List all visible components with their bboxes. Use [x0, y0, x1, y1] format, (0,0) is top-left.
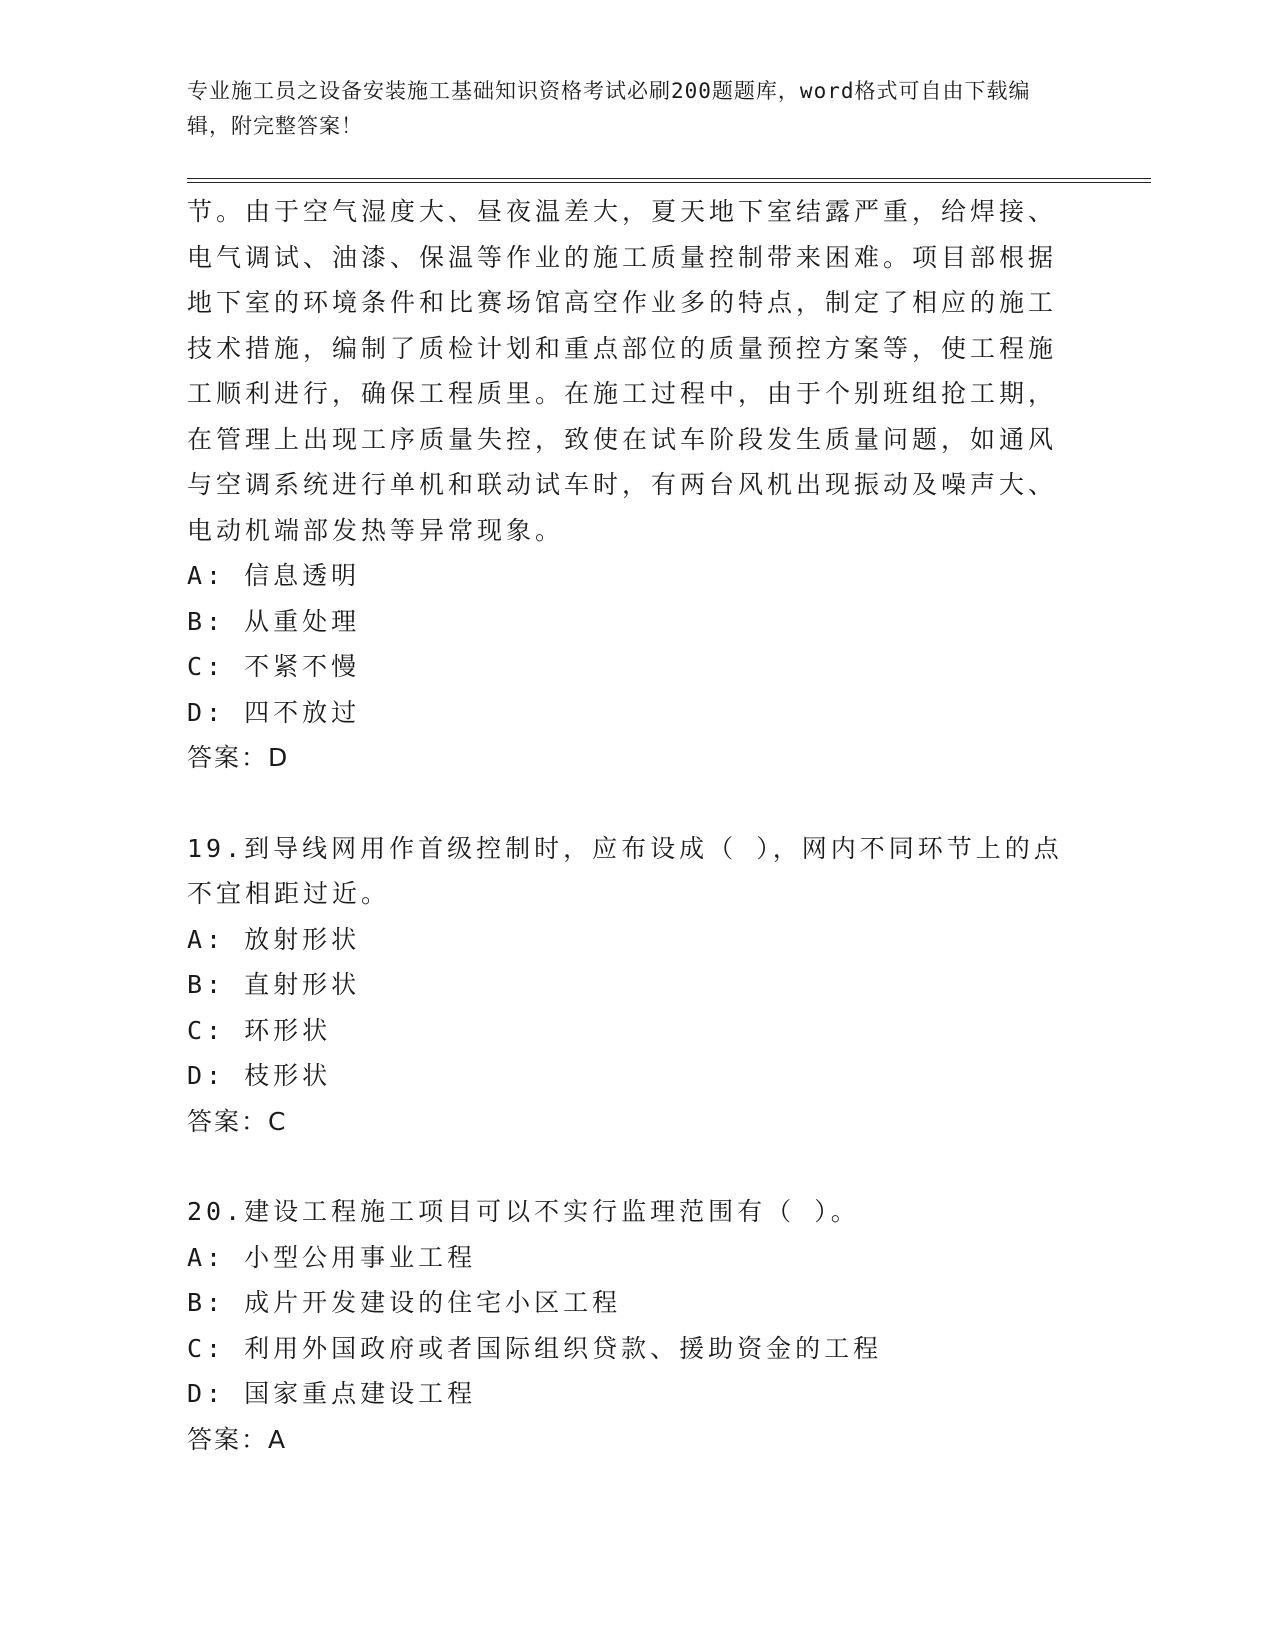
- question-text-line: 电气调试、油漆、保温等作业的施工质量控制带来困难。项目部根据: [187, 242, 1058, 272]
- option-a: A: 放射形状: [187, 924, 361, 954]
- question-text-line: 节。由于空气湿度大、昼夜温差大，夏天地下室结露严重，给焊接、: [187, 197, 1058, 226]
- question-text-line: 不宜相距过近。: [187, 879, 391, 908]
- document-body: [187, 189, 1087, 1462]
- question-18-continuation: [187, 189, 1087, 781]
- option-b: B: 成片开发建设的住宅小区工程: [187, 1288, 622, 1317]
- question-text-line: 电动机端部发热等异常现象。: [187, 515, 565, 545]
- question-20: [187, 1189, 1087, 1462]
- page-header: [187, 74, 1067, 144]
- question-text-line: 与空调系统进行单机和联动试车时，有两台风机出现振动及噪声大、: [187, 470, 1058, 499]
- option-b: B: 直射形状: [187, 970, 361, 999]
- question-text-line: 在管理上出现工序质量失控，致使在试车阶段发生质量问题，如通风: [187, 424, 1058, 454]
- option-d: D: 国家重点建设工程: [187, 1379, 477, 1408]
- answer-line: 答案：C: [187, 1106, 288, 1136]
- question-text-line: 19.到导线网用作首级控制时，应布设成（ ），网内不同环节上的点: [187, 833, 1063, 863]
- option-a: A: 信息透明: [187, 561, 361, 590]
- question-19: [187, 826, 1087, 1145]
- option-d: D: 四不放过: [187, 697, 361, 727]
- header-text: 专业施工员之设备安装施工基础知识资格考试必刷200题题库，word格式可自由下载编辑，附完整答案！: [187, 79, 1031, 138]
- option-d: D: 枝形状: [187, 1061, 332, 1090]
- header-double-rule: [187, 178, 1151, 183]
- question-text-line: 技术措施，编制了质检计划和重点部位的质量预控方案等，使工程施: [187, 333, 1058, 363]
- option-c: C: 利用外国政府或者国际组织贷款、援助资金的工程: [187, 1333, 883, 1363]
- option-c: C: 环形状: [187, 1015, 332, 1045]
- question-text-line: 地下室的环境条件和比赛场馆高空作业多的特点，制定了相应的施工: [187, 288, 1058, 317]
- question-text-line: 工顺利进行，确保工程质里。在施工过程中，由于个别班组抢工期，: [187, 379, 1058, 408]
- question-spacer: [187, 1144, 1087, 1189]
- option-c: C: 不紧不慢: [187, 652, 361, 681]
- answer-line: 答案：A: [187, 1424, 288, 1454]
- question-spacer: [187, 781, 1087, 826]
- option-a: A: 小型公用事业工程: [187, 1242, 477, 1272]
- answer-line: 答案：D: [187, 743, 290, 772]
- option-b: B: 从重处理: [187, 606, 361, 636]
- question-text-line: 20.建设工程施工项目可以不实行监理范围有（ ）。: [187, 1197, 860, 1226]
